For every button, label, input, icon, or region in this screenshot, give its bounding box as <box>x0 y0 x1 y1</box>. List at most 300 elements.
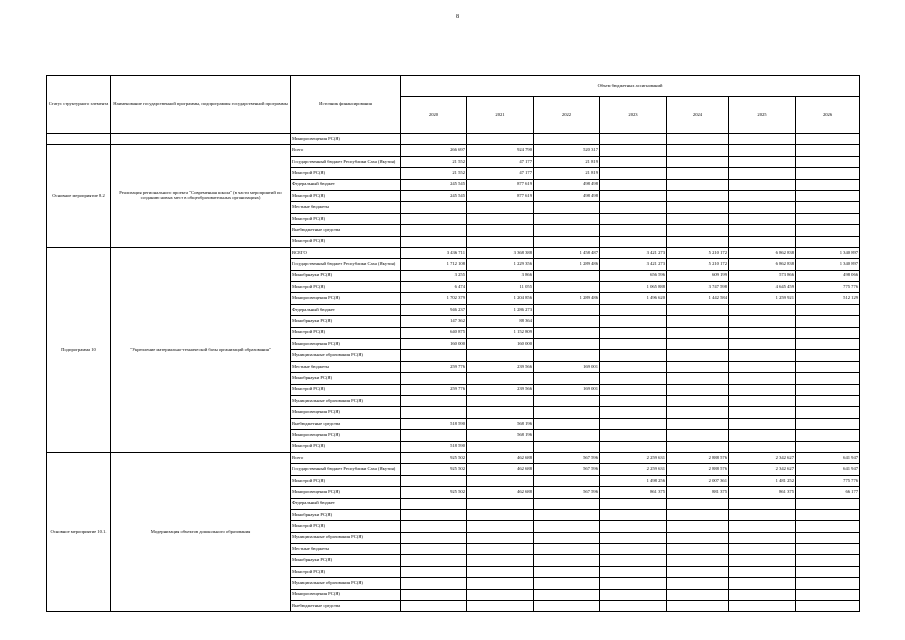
value-cell <box>467 225 534 236</box>
value-cell: 21 552 <box>401 168 467 179</box>
value-cell <box>600 601 667 612</box>
source-cell: Государственный бюджет Республики Саха (Якутия) <box>291 156 401 167</box>
source-cell: Государственный бюджет Республики Саха (Якутия) <box>291 259 401 270</box>
value-cell: 1 458 487 <box>534 247 600 258</box>
value-cell: 925 502 <box>401 452 467 463</box>
value-cell <box>600 566 667 577</box>
value-cell: 88 364 <box>467 316 534 327</box>
source-cell: Минпросвещения РС(Я) <box>291 430 401 441</box>
value-cell <box>600 532 667 543</box>
value-cell <box>796 373 860 384</box>
value-cell <box>600 395 667 406</box>
value-cell: 656 596 <box>600 270 667 281</box>
source-cell: Минобрнауки РС(Я) <box>291 373 401 384</box>
value-cell <box>729 236 796 247</box>
value-cell <box>534 498 600 509</box>
value-cell: 462 688 <box>467 464 534 475</box>
value-cell <box>534 350 600 361</box>
value-cell <box>401 555 467 566</box>
value-cell <box>796 521 860 532</box>
value-cell: 877 619 <box>467 179 534 190</box>
value-cell <box>600 190 667 201</box>
value-cell: 2 007 361 <box>667 475 729 486</box>
value-cell: 147 362 <box>401 316 467 327</box>
value-cell <box>796 361 860 372</box>
value-cell: 1 065 888 <box>600 282 667 293</box>
value-cell: 775 776 <box>796 475 860 486</box>
table-row <box>47 134 860 145</box>
value-cell: 1 498 256 <box>600 475 667 486</box>
value-cell <box>467 475 534 486</box>
value-cell <box>667 134 729 145</box>
value-cell <box>667 327 729 338</box>
value-cell <box>796 384 860 395</box>
value-cell: 567 596 <box>534 487 600 498</box>
source-cell: Местные бюджеты <box>291 361 401 372</box>
source-cell: ВСЕГО <box>291 247 401 258</box>
value-cell: 1 229 356 <box>467 259 534 270</box>
value-cell: 573 866 <box>729 270 796 281</box>
value-cell <box>667 578 729 589</box>
value-cell: 512 129 <box>796 293 860 304</box>
value-cell <box>796 179 860 190</box>
source-cell: Минобрнауки РС(Я) <box>291 316 401 327</box>
name-cell: Модернизация объектов дошкольного образования <box>111 452 291 611</box>
status-cell: Подпрограмма 10 <box>47 247 111 452</box>
value-cell: 518 590 <box>401 441 467 452</box>
value-cell: 567 596 <box>534 452 600 463</box>
value-cell: 1 481 252 <box>729 475 796 486</box>
value-cell <box>534 532 600 543</box>
value-cell: 3 436 711 <box>401 247 467 258</box>
value-cell <box>667 555 729 566</box>
value-cell <box>467 202 534 213</box>
table-row <box>47 247 860 258</box>
source-cell: Внебюджетные средства <box>291 225 401 236</box>
value-cell: 518 590 <box>401 418 467 429</box>
value-cell: 3 368 388 <box>467 247 534 258</box>
value-cell <box>667 373 729 384</box>
value-cell <box>667 361 729 372</box>
value-cell <box>534 282 600 293</box>
value-cell <box>401 430 467 441</box>
value-cell <box>467 498 534 509</box>
value-cell <box>401 373 467 384</box>
value-cell <box>796 589 860 600</box>
value-cell <box>401 498 467 509</box>
value-cell <box>401 566 467 577</box>
value-cell: 47 177 <box>467 168 534 179</box>
value-cell <box>467 350 534 361</box>
value-cell: 567 596 <box>534 464 600 475</box>
value-cell: 1 340 897 <box>796 259 860 270</box>
value-cell <box>729 395 796 406</box>
value-cell <box>796 339 860 350</box>
value-cell <box>467 555 534 566</box>
value-cell <box>667 145 729 156</box>
table-header <box>47 76 860 134</box>
name-cell: Реализация регионального проекта "Современная школа" (в части мероприятий по созданию новых мест в общеобразовательных организациях) <box>111 145 291 248</box>
source-cell: Минпросвещения РС(Я) <box>291 339 401 350</box>
value-cell <box>667 156 729 167</box>
value-cell <box>467 395 534 406</box>
value-cell <box>401 601 467 612</box>
value-cell <box>667 509 729 520</box>
value-cell: 5 210 172 <box>667 259 729 270</box>
value-cell <box>667 339 729 350</box>
value-cell: 520 317 <box>534 145 600 156</box>
value-cell: 462 688 <box>467 487 534 498</box>
value-cell <box>796 601 860 612</box>
value-cell: 861 375 <box>600 487 667 498</box>
value-cell <box>534 601 600 612</box>
value-cell <box>534 213 600 224</box>
value-cell <box>729 350 796 361</box>
value-cell <box>667 202 729 213</box>
value-cell <box>729 339 796 350</box>
value-cell: 861 375 <box>729 487 796 498</box>
source-cell: Минстрой РС(Я) <box>291 521 401 532</box>
source-cell: Минстрой РС(Я) <box>291 213 401 224</box>
source-cell: Минстрой РС(Я) <box>291 566 401 577</box>
value-cell <box>600 168 667 179</box>
value-cell: 3 421 273 <box>600 247 667 258</box>
value-cell <box>796 156 860 167</box>
value-cell <box>796 168 860 179</box>
value-cell <box>467 532 534 543</box>
value-cell <box>534 430 600 441</box>
value-cell <box>401 544 467 555</box>
value-cell: 5 210 172 <box>667 247 729 258</box>
value-cell <box>467 589 534 600</box>
value-cell: 2 342 627 <box>729 452 796 463</box>
value-cell <box>729 373 796 384</box>
value-cell <box>467 213 534 224</box>
value-cell <box>729 213 796 224</box>
value-cell <box>796 544 860 555</box>
value-cell <box>796 578 860 589</box>
value-cell: 640 875 <box>401 327 467 338</box>
value-cell <box>729 589 796 600</box>
value-cell <box>467 521 534 532</box>
value-cell <box>796 418 860 429</box>
value-cell <box>534 202 600 213</box>
source-cell: Минстрой РС(Я) <box>291 190 401 201</box>
name-cell <box>111 134 291 145</box>
value-cell <box>729 566 796 577</box>
value-cell <box>600 441 667 452</box>
value-cell <box>600 339 667 350</box>
value-cell <box>467 601 534 612</box>
value-cell: 6 474 <box>401 282 467 293</box>
value-cell: 6 862 838 <box>729 247 796 258</box>
status-cell: Основное мероприятие 10.1. <box>47 452 111 611</box>
value-cell <box>600 304 667 315</box>
header-year: 2024 <box>667 97 729 134</box>
source-cell: Внебюджетные средства <box>291 418 401 429</box>
value-cell <box>667 213 729 224</box>
value-cell: 66 177 <box>796 487 860 498</box>
value-cell <box>796 350 860 361</box>
value-cell <box>600 179 667 190</box>
value-cell <box>729 441 796 452</box>
value-cell <box>467 407 534 418</box>
header-year: 2023 <box>600 97 667 134</box>
value-cell: 21 552 <box>401 156 467 167</box>
value-cell <box>729 179 796 190</box>
value-cell <box>667 589 729 600</box>
value-cell <box>534 589 600 600</box>
value-cell <box>600 589 667 600</box>
value-cell <box>534 395 600 406</box>
value-cell: 245 545 <box>401 179 467 190</box>
value-cell <box>600 430 667 441</box>
value-cell <box>401 407 467 418</box>
value-cell <box>600 384 667 395</box>
value-cell: 21 819 <box>534 168 600 179</box>
value-cell <box>534 544 600 555</box>
value-cell <box>667 566 729 577</box>
source-cell: Минобрнауки РС(Я) <box>291 509 401 520</box>
header-volume: Объем бюджетных ассигнований <box>401 76 860 97</box>
value-cell <box>667 236 729 247</box>
value-cell <box>796 213 860 224</box>
value-cell <box>667 190 729 201</box>
source-cell: Минстрой РС(Я) <box>291 282 401 293</box>
value-cell: 160 000 <box>401 339 467 350</box>
value-cell <box>401 236 467 247</box>
value-cell <box>729 156 796 167</box>
value-cell <box>600 544 667 555</box>
value-cell <box>600 236 667 247</box>
value-cell: 1 340 897 <box>796 247 860 258</box>
value-cell <box>729 407 796 418</box>
value-cell: 259 776 <box>401 384 467 395</box>
value-cell <box>667 350 729 361</box>
value-cell <box>534 566 600 577</box>
source-cell: Минпросвещения РС(Я) <box>291 134 401 145</box>
value-cell <box>667 316 729 327</box>
value-cell: 881 375 <box>667 487 729 498</box>
value-cell <box>534 339 600 350</box>
value-cell <box>796 430 860 441</box>
value-cell <box>534 225 600 236</box>
value-cell <box>729 384 796 395</box>
value-cell: 3 421 273 <box>600 259 667 270</box>
source-cell: Местные бюджеты <box>291 544 401 555</box>
value-cell <box>600 509 667 520</box>
value-cell: 925 502 <box>401 464 467 475</box>
source-cell: Минстрой РС(Я) <box>291 475 401 486</box>
header-year: 2026 <box>796 97 860 134</box>
value-cell: 160 000 <box>467 339 534 350</box>
value-cell <box>600 316 667 327</box>
value-cell <box>534 509 600 520</box>
value-cell <box>467 544 534 555</box>
value-cell: 498 498 <box>534 190 600 201</box>
value-cell <box>796 498 860 509</box>
value-cell: 259 776 <box>401 361 467 372</box>
value-cell <box>667 418 729 429</box>
value-cell <box>729 544 796 555</box>
value-cell <box>534 475 600 486</box>
value-cell <box>600 156 667 167</box>
value-cell <box>796 145 860 156</box>
name-cell: "Укрепление материально-технической базы организаций образования" <box>111 247 291 452</box>
value-cell <box>667 532 729 543</box>
value-cell <box>667 544 729 555</box>
value-cell <box>401 475 467 486</box>
source-cell: Муниципальные образования РС(Я) <box>291 395 401 406</box>
source-cell: Минстрой РС(Я) <box>291 327 401 338</box>
value-cell <box>796 134 860 145</box>
value-cell <box>729 555 796 566</box>
source-cell: Минпросвещения РС(Я) <box>291 407 401 418</box>
value-cell <box>729 327 796 338</box>
value-cell: 1 286 273 <box>467 304 534 315</box>
value-cell <box>729 601 796 612</box>
value-cell: 3 866 <box>467 270 534 281</box>
source-cell: Муниципальные образования РС(Я) <box>291 532 401 543</box>
value-cell <box>667 384 729 395</box>
table-row <box>47 452 860 463</box>
value-cell: 2 888 576 <box>667 452 729 463</box>
value-cell: 266 697 <box>401 145 467 156</box>
value-cell <box>534 327 600 338</box>
value-cell <box>401 225 467 236</box>
value-cell <box>534 441 600 452</box>
value-cell <box>600 361 667 372</box>
value-cell <box>600 202 667 213</box>
value-cell: 2 259 631 <box>600 464 667 475</box>
value-cell <box>600 373 667 384</box>
value-cell <box>401 395 467 406</box>
value-cell <box>796 555 860 566</box>
value-cell <box>729 168 796 179</box>
value-cell: 239 566 <box>467 384 534 395</box>
value-cell <box>729 498 796 509</box>
value-cell <box>796 532 860 543</box>
value-cell <box>667 521 729 532</box>
value-cell <box>729 532 796 543</box>
value-cell <box>796 304 860 315</box>
source-cell: Федеральный бюджет <box>291 498 401 509</box>
value-cell: 1 702 379 <box>401 293 467 304</box>
value-cell <box>467 134 534 145</box>
value-cell <box>667 407 729 418</box>
source-cell: Муниципальные образования РС(Я) <box>291 350 401 361</box>
source-cell: Минстрой РС(Я) <box>291 441 401 452</box>
source-cell: Минстрой РС(Я) <box>291 236 401 247</box>
value-cell <box>600 145 667 156</box>
header-year: 2022 <box>534 97 600 134</box>
source-cell: Минобрнауки РС(Я) <box>291 270 401 281</box>
value-cell: 4 645 459 <box>729 282 796 293</box>
value-cell: 1 289 486 <box>534 259 600 270</box>
value-cell: 568 196 <box>467 418 534 429</box>
budget-table <box>46 75 860 612</box>
value-cell: 2 342 627 <box>729 464 796 475</box>
source-cell: Всего <box>291 452 401 463</box>
value-cell <box>796 441 860 452</box>
value-cell <box>534 418 600 429</box>
header-year: 2021 <box>467 97 534 134</box>
value-cell: 641 947 <box>796 452 860 463</box>
source-cell: Минобрнауки РС(Я) <box>291 555 401 566</box>
value-cell <box>729 430 796 441</box>
value-cell <box>401 202 467 213</box>
source-cell: Минстрой РС(Я) <box>291 168 401 179</box>
value-cell <box>796 566 860 577</box>
value-cell: 21 819 <box>534 156 600 167</box>
value-cell <box>600 350 667 361</box>
value-cell: 1 442 584 <box>667 293 729 304</box>
value-cell <box>401 134 467 145</box>
value-cell <box>600 134 667 145</box>
status-cell: Основное мероприятие 8.2 <box>47 145 111 248</box>
value-cell <box>600 521 667 532</box>
value-cell <box>600 498 667 509</box>
value-cell <box>600 555 667 566</box>
value-cell <box>796 202 860 213</box>
value-cell <box>534 555 600 566</box>
value-cell <box>729 509 796 520</box>
source-cell: Федеральный бюджет <box>291 304 401 315</box>
value-cell <box>534 304 600 315</box>
value-cell <box>534 270 600 281</box>
value-cell <box>534 236 600 247</box>
value-cell: 3 747 598 <box>667 282 729 293</box>
value-cell <box>729 316 796 327</box>
value-cell: 11 055 <box>467 282 534 293</box>
value-cell <box>401 350 467 361</box>
value-cell: 568 196 <box>467 430 534 441</box>
value-cell: 925 502 <box>401 487 467 498</box>
header-source: Источник финансирования <box>291 76 401 134</box>
value-cell <box>467 441 534 452</box>
value-cell <box>729 361 796 372</box>
source-cell: Минпросвещения РС(Я) <box>291 589 401 600</box>
value-cell <box>534 134 600 145</box>
source-cell: Внебюджетные средства <box>291 601 401 612</box>
value-cell <box>667 430 729 441</box>
value-cell <box>600 213 667 224</box>
value-cell: 47 177 <box>467 156 534 167</box>
value-cell: 462 688 <box>467 452 534 463</box>
value-cell <box>667 441 729 452</box>
value-cell: 1 712 108 <box>401 259 467 270</box>
value-cell: 169 001 <box>534 384 600 395</box>
value-cell <box>796 190 860 201</box>
header-year: 2020 <box>401 97 467 134</box>
value-cell <box>600 327 667 338</box>
value-cell <box>796 225 860 236</box>
page-number: 8 <box>456 14 459 20</box>
value-cell <box>467 373 534 384</box>
value-cell: 6 862 838 <box>729 259 796 270</box>
value-cell <box>729 134 796 145</box>
source-cell: Муниципальные образования РС(Я) <box>291 578 401 589</box>
value-cell: 2 888 576 <box>667 464 729 475</box>
value-cell <box>667 179 729 190</box>
value-cell <box>729 225 796 236</box>
value-cell: 1 289 486 <box>534 293 600 304</box>
value-cell <box>401 213 467 224</box>
value-cell <box>600 407 667 418</box>
value-cell <box>401 589 467 600</box>
value-cell: 946 237 <box>401 304 467 315</box>
value-cell <box>467 509 534 520</box>
